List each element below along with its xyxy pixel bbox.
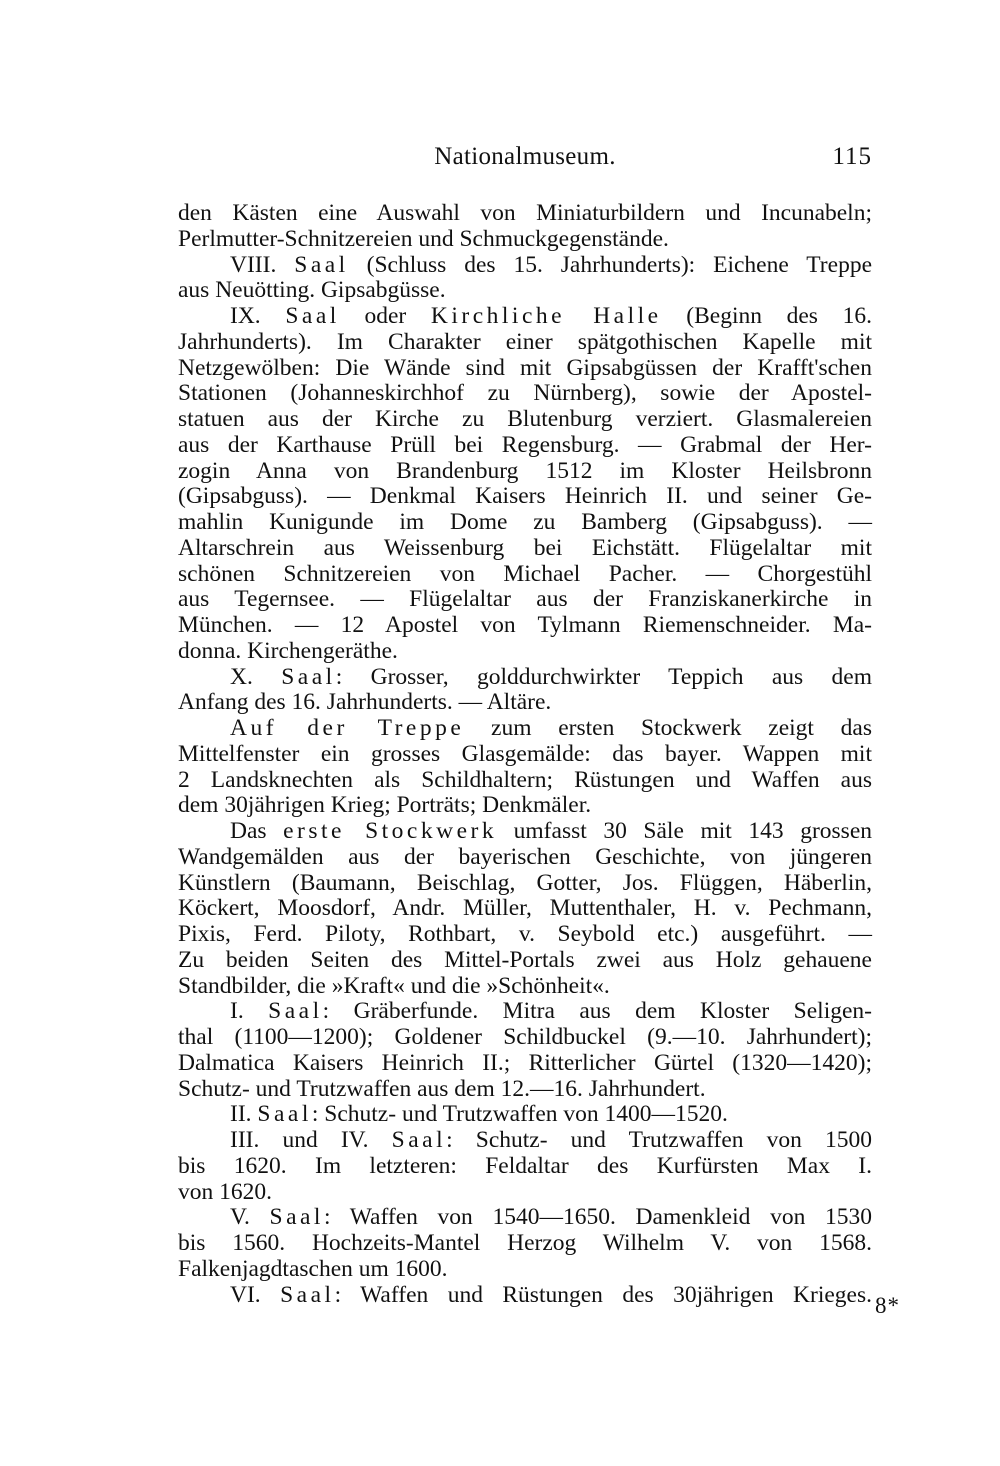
page-header bbox=[178, 143, 872, 179]
text-span: : Waffen von 1540—1650. Damenkleid von 1530 bbox=[323, 1204, 872, 1231]
text-line bbox=[178, 999, 872, 1025]
text-line bbox=[178, 1205, 872, 1231]
text-line: mahlin Kunigunde im Dome zu Bamberg (Gipsabguss). — bbox=[178, 509, 872, 535]
text-span: Das bbox=[230, 818, 284, 844]
page-number: 115 bbox=[832, 143, 872, 170]
text-line: (Gipsabguss). — Denkmal Kaisers Heinrich II. und seiner Ge- bbox=[178, 483, 872, 510]
text-span: VIII. bbox=[230, 251, 295, 278]
text-span: X. bbox=[230, 663, 282, 690]
text-line: Dalmatica Kaisers Heinrich II.; Ritterlicher Gürtel (1320—1420); bbox=[178, 1049, 872, 1076]
text-line: aus Neuötting. Gipsabgüsse. bbox=[178, 277, 446, 304]
text-line bbox=[178, 1128, 872, 1154]
text-span: III. und IV. bbox=[230, 1127, 392, 1153]
text-span: : Schutz- und Trutzwaffen von 1500 bbox=[446, 1127, 873, 1153]
spaced-term: Saal bbox=[391, 1127, 447, 1153]
text-line: Jahrhunderts). Im Charakter einer spätgothischen Kapelle mit bbox=[178, 328, 872, 355]
text-line: zogin Anna von Brandenburg 1512 im Kloster Heilsbronn bbox=[178, 457, 872, 484]
text-line: Falkenjagdtaschen um 1600. bbox=[178, 1255, 448, 1282]
body-text bbox=[178, 201, 872, 1308]
text-line: Künstlern (Baumann, Beischlag, Gotter, Jos. Flüggen, Häberlin, bbox=[178, 869, 872, 896]
spaced-term: Saal bbox=[268, 998, 323, 1025]
text-span: (Beginn des 16. bbox=[661, 303, 872, 329]
spaced-term: Kirchliche Halle bbox=[430, 303, 662, 329]
text-span: umfasst 30 Säle mit 143 grossen bbox=[497, 818, 872, 844]
spaced-term: Saal bbox=[280, 1281, 335, 1308]
text-line bbox=[178, 253, 872, 279]
text-line: bis 1560. Hochzeits-Mantel Herzog Wilhelm V. von 1568. bbox=[178, 1230, 872, 1256]
text-span: zum ersten Stockwerk zeigt das bbox=[464, 715, 872, 741]
text-line: aus Tegernsee. — Flügelaltar aus der Franziskanerkirche in bbox=[178, 586, 872, 613]
text-line: Standbilder, die »Kraft« und die »Schönheit«. bbox=[178, 972, 610, 999]
text-line: dem 30jährigen Krieg; Porträts; Denkmäler. bbox=[178, 792, 592, 819]
spaced-term: Saal bbox=[294, 251, 349, 278]
text-line: Mittelfenster ein grosses Glasgemälde: das bayer. Wappen mit bbox=[178, 740, 872, 767]
text-line: Netzgewölben: Die Wände sind mit Gipsabgüssen der Krafft'schen bbox=[178, 354, 872, 381]
text-line bbox=[178, 1283, 872, 1309]
spaced-term: Saal bbox=[257, 1101, 312, 1128]
text-line: Stationen (Johanneskirchhof zu Nürnberg), sowie der Apostel- bbox=[178, 380, 872, 407]
text-line: den Kästen eine Auswahl von Miniaturbildern und Incunabeln; bbox=[178, 200, 872, 226]
spaced-term: erste Stockwerk bbox=[283, 818, 498, 844]
text-span: : Grosser, golddurchwirkter Teppich aus dem bbox=[335, 663, 872, 690]
text-span: : Waffen und Rüstungen des 30jährigen Krieges. bbox=[334, 1281, 872, 1308]
spaced-term: Saal bbox=[285, 303, 340, 329]
text-line: Zu beiden Seiten des Mittel-Portals zwei aus Holz gehauene bbox=[178, 946, 872, 973]
text-span: (Schluss des 15. Jahrhunderts): Eichene Treppe bbox=[348, 251, 872, 278]
text-line: Perlmutter-Schnitzereien und Schmuckgegenstände. bbox=[178, 225, 669, 252]
text-line: Altarschrein aus Weissenburg bei Eichstätt. Flügelaltar mit bbox=[178, 534, 872, 561]
text-line: schönen Schnitzereien von Michael Pacher. — Chorgestühl bbox=[178, 560, 872, 587]
text-line: donna. Kirchengeräthe. bbox=[178, 637, 398, 664]
running-title: Nationalmuseum. bbox=[434, 143, 616, 170]
text-span: II. bbox=[230, 1101, 258, 1128]
text-span: IX. bbox=[230, 303, 286, 329]
text-line: 2 Landsknechten als Schildhaltern; Rüstungen und Waffen aus bbox=[178, 766, 872, 793]
spaced-term: Auf der Treppe bbox=[230, 715, 465, 741]
text-line: Köckert, Moosdorf, Andr. Müller, Muttenthaler, H. v. Pechmann, bbox=[178, 895, 872, 922]
text-span: : Gräberfunde. Mitra aus dem Kloster Seligen- bbox=[322, 998, 872, 1025]
text-line: Wandgemälden aus der bayerischen Geschichte, von jüngeren bbox=[178, 843, 872, 870]
signature-mark: 8* bbox=[875, 1293, 900, 1318]
text-line bbox=[178, 716, 872, 742]
text-line bbox=[178, 819, 872, 845]
text-line: München. — 12 Apostel von Tylmann Riemenschneider. Ma- bbox=[178, 612, 872, 638]
text-line bbox=[178, 304, 872, 330]
text-line: thal (1100—1200); Goldener Schildbuckel (9.—10. Jahrhundert); bbox=[178, 1024, 872, 1050]
text-line: Pixis, Ferd. Piloty, Rothbart, v. Seybold etc.) ausgeführt. — bbox=[178, 921, 872, 947]
text-span: : Schutz- und Trutzwaffen von 1400—1520. bbox=[311, 1101, 728, 1128]
spaced-term: Saal bbox=[281, 663, 336, 690]
text-line bbox=[178, 1102, 872, 1128]
text-line: von 1620. bbox=[178, 1178, 272, 1205]
text-line: Schutz- und Trutzwaffen aus dem 12.—16. Jahrhundert. bbox=[178, 1075, 706, 1102]
text-span: I. bbox=[230, 998, 269, 1025]
text-line: bis 1620. Im letzteren: Feldaltar des Kurfürsten Max I. bbox=[178, 1152, 872, 1179]
text-span: oder bbox=[339, 303, 431, 329]
spaced-term: Saal bbox=[269, 1204, 324, 1231]
text-line bbox=[178, 665, 872, 691]
text-span: V. bbox=[230, 1204, 270, 1231]
text-line: Anfang des 16. Jahrhunderts. — Altäre. bbox=[178, 689, 552, 716]
text-line: statuen aus der Kirche zu Blutenburg verziert. Glasmalereien bbox=[178, 406, 872, 432]
text-line: aus der Karthause Prüll bei Regensburg. — Grabmal der Her- bbox=[178, 431, 872, 458]
text-span: VI. bbox=[230, 1281, 281, 1308]
